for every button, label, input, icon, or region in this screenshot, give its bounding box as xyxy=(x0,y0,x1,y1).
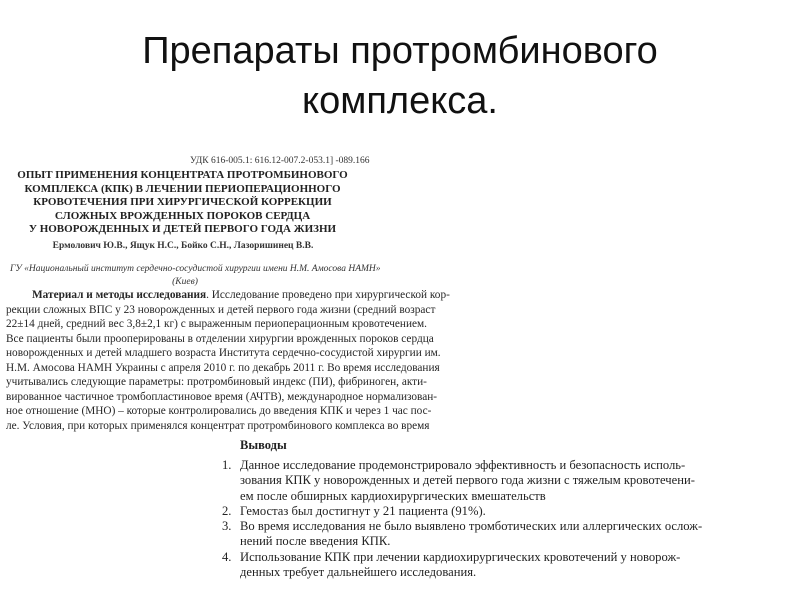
conclusion-line: зования КПК у новорожденных и детей первого года жизни с тяжелым кровотечени- xyxy=(240,473,695,488)
conclusions-heading: Выводы xyxy=(240,438,287,452)
slide-title-line-2: комплекса. xyxy=(302,80,498,122)
methods-line: учитывались следующие параметры: протромбиновый индекс (ПИ), фибриноген, акти- xyxy=(6,376,427,388)
article-affiliation xyxy=(10,263,381,289)
conclusion-number: 2. xyxy=(222,503,232,518)
conclusion-line: Использование КПК при лечении кардиохирургических кровотечений у новорож- xyxy=(240,549,681,564)
conclusion-text xyxy=(240,519,702,550)
methods-line: новорожденных и детей младшего возраста Института сердечно-сосудистой хирургии им. xyxy=(6,347,441,359)
methods-line: Все пациенты были прооперированы в отделении хирургии врожденных пороков сердца xyxy=(6,332,434,345)
conclusion-line: Данное исследование продемонстрировало эффективность и безопасность исполь- xyxy=(240,458,686,472)
article-title-line: КОМПЛЕКСА (КПК) В ЛЕЧЕНИИ ПЕРИОПЕРАЦИОННОГО xyxy=(24,182,341,195)
article-authors: Ермолович Ю.В., Ящук Н.С., Бойко С.Н., Лазоришинец В.В. xyxy=(52,241,314,251)
conclusion-text xyxy=(240,458,695,504)
methods-line: вированное частичное тромбопластиновое время (АЧТВ), международное нормализован- xyxy=(6,390,438,403)
article-title xyxy=(0,169,365,237)
slide-title xyxy=(0,26,800,126)
conclusion-line: нений после введения КПК. xyxy=(240,534,391,549)
conclusion-line: денных требует дальнейшего исследования. xyxy=(240,565,477,580)
conclusion-number: 4. xyxy=(222,549,232,564)
affiliation-line: ГУ «Национальный институт сердечно-сосудистой хирургии имени Н.М. Амосова НАМН» xyxy=(10,264,381,274)
methods-line xyxy=(6,288,481,303)
conclusion-line: ем после обширных кардиохирургических вмешательств xyxy=(240,488,546,503)
methods-lead: Материал и методы исследования xyxy=(32,289,207,301)
udk-code: УДК 616-005.1: 616.12-007.2-053.1] -089.166 xyxy=(190,156,370,166)
article-title-line: СЛОЖНЫХ ВРОЖДЕННЫХ ПОРОКОВ СЕРДЦА xyxy=(54,209,311,222)
conclusion-number: 1. xyxy=(222,458,232,472)
conclusion-text xyxy=(240,504,486,519)
affiliation-city: (Киев) xyxy=(172,277,198,287)
conclusion-item xyxy=(222,550,762,581)
article-title-line: У НОВОРОЖДЕННЫХ И ДЕТЕЙ ПЕРВОГО ГОДА ЖИЗНИ xyxy=(28,223,337,236)
methods-line: ное отношение (МНО) – которые контролировались до введения КПК и через 1 час пос- xyxy=(6,405,432,417)
article-title-line: КРОВОТЕЧЕНИЯ ПРИ ХИРУРГИЧЕСКОЙ КОРРЕКЦИИ xyxy=(33,196,332,209)
conclusion-item xyxy=(222,458,762,504)
conclusion-line: Во время исследования не было выявлено тромботических или аллергических ослож- xyxy=(240,519,703,534)
methods-line: Н.М. Амосова НАМН Украины с апреля 2010 г. по декабрь 2011 г. Во время исследования xyxy=(6,361,440,374)
article-title-line: ОПЫТ ПРИМЕНЕНИЯ КОНЦЕНТРАТА ПРОТРОМБИНОВОГО xyxy=(17,169,348,181)
conclusion-item xyxy=(222,504,762,519)
conclusions-list xyxy=(222,458,762,580)
conclusion-line: Гемостаз был достигнут у 21 пациента (91%). xyxy=(240,503,486,518)
methods-line: ле. Условия, при которых применялся концентрат протромбинового комплекса во время xyxy=(6,419,430,432)
methods-line: рекции сложных ВПС у 23 новорожденных и детей первого года жизни (средний возраст xyxy=(6,303,436,316)
methods-line: 22±14 дней, средний вес 3,8±2,1 кг) с выраженным периоперационным кровотечением. xyxy=(6,318,427,330)
article-scan xyxy=(0,148,800,600)
methods-paragraph xyxy=(6,288,481,433)
methods-line-text: . Исследование проведено при хирургической кор- xyxy=(206,289,450,301)
conclusion-item xyxy=(222,519,762,550)
conclusion-number: 3. xyxy=(222,519,232,534)
slide-title-line-1: Препараты протромбинового xyxy=(142,30,658,72)
conclusion-text xyxy=(240,550,680,581)
